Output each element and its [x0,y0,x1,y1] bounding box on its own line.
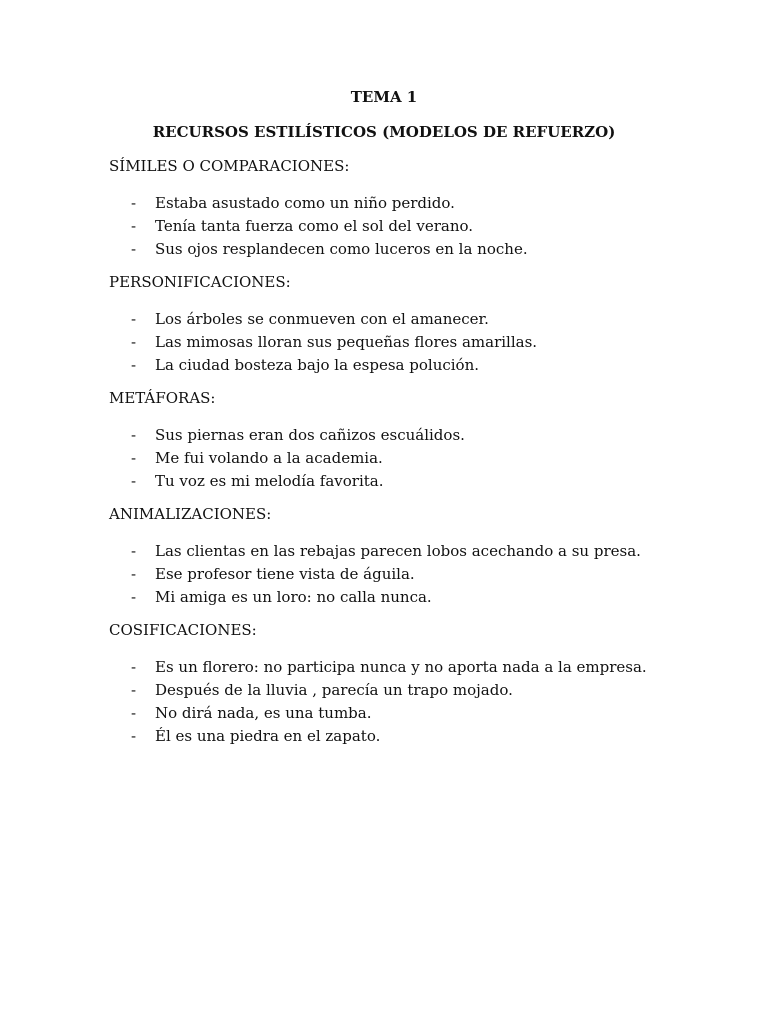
item-list [109,192,729,261]
list-item [109,656,729,679]
item-text: Me fui volando a la academia. [155,449,383,467]
section-heading: METÁFORAS: [109,389,216,407]
bullet-dash: - [131,426,137,444]
document-title: TEMA 1 [350,88,418,106]
item-text: Es un florero: no participa nunca y no aporta nada a la empresa. [155,658,647,676]
bullet-dash: - [131,194,137,212]
item-text: La ciudad bosteza bajo la espesa polución. [155,356,480,374]
section-heading: COSIFICACIONES: [109,621,257,639]
item-text: Tenía tanta fuerza como el sol del verano. [155,217,474,235]
item-list [109,424,729,493]
item-text: Sus piernas eran dos cañizos escuálidos. [155,426,465,444]
bullet-dash: - [131,240,137,258]
list-item [109,586,729,609]
list-item [109,424,729,447]
section-personificaciones [109,272,729,377]
list-item [109,308,729,331]
bullet-dash: - [131,681,137,699]
item-text: Estaba asustado como un niño perdido. [155,194,455,212]
list-item [109,563,729,586]
list-item [109,470,729,493]
list-item [109,702,729,725]
list-item [109,192,729,215]
list-item [109,215,729,238]
item-list [109,540,729,609]
document-subtitle: RECURSOS ESTILÍSTICOS (MODELOS DE REFUERZO) [152,123,616,141]
item-text: Mi amiga es un loro: no calla nunca. [155,588,432,606]
section-similes [109,156,729,261]
list-item [109,331,729,354]
bullet-dash: - [131,588,137,606]
section-animalizaciones [109,504,729,609]
bullet-dash: - [131,472,137,490]
section-heading: PERSONIFICACIONES: [109,273,291,291]
bullet-dash: - [131,658,137,676]
item-text: No dirá nada, es una tumba. [155,704,372,722]
section-heading: SÍMILES O COMPARACIONES: [109,157,350,175]
section-heading: ANIMALIZACIONES: [109,505,272,523]
list-item [109,354,729,377]
list-item [109,447,729,470]
item-text: Tu voz es mi melodía favorita. [155,472,384,490]
item-text: Ese profesor tiene vista de águila. [155,565,415,583]
item-text: Sus ojos resplandecen como luceros en la noche. [155,240,528,258]
list-item [109,238,729,261]
bullet-dash: - [131,727,137,745]
bullet-dash: - [131,704,137,722]
list-item [109,540,729,563]
bullet-dash: - [131,565,137,583]
list-item [109,725,729,748]
bullet-dash: - [131,310,137,328]
item-list [109,308,729,377]
list-item [109,679,729,702]
bullet-dash: - [131,449,137,467]
section-cosificaciones [109,620,729,748]
item-text: Él es una piedra en el zapato. [155,727,381,745]
item-text: Después de la lluvia , parecía un trapo mojado. [155,681,513,699]
item-text: Los árboles se conmueven con el amanecer. [155,310,489,328]
bullet-dash: - [131,542,137,560]
bullet-dash: - [131,217,137,235]
item-text: Las mimosas lloran sus pequeñas flores amarillas. [155,333,538,351]
bullet-dash: - [131,356,137,374]
bullet-dash: - [131,333,137,351]
section-metaforas [109,388,729,493]
item-text: Las clientas en las rebajas parecen lobos acechando a su presa. [155,542,641,560]
item-list [109,656,729,748]
